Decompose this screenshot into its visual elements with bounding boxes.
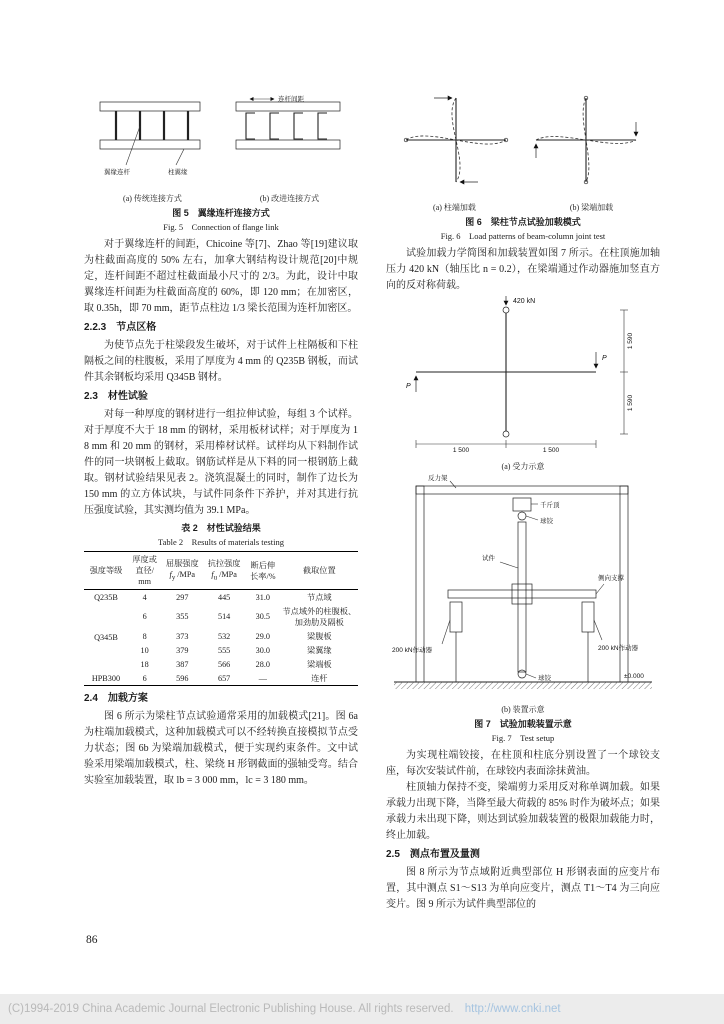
paragraph-2-3: 对每一种厚度的钢材进行一组拉伸试验，每组 3 个试样。对于厚度不大于 18 mm 的钢材，采用板材试样；对于厚度为 18 mm 和 20 mm 的钢材，采用棒材试样。试样均从下料制作试件的同一块钢板上截取。钢筋试样是从下料的同一根钢筋上截取。钢材试验结果见表 2。浇筑混凝土的同时，制作了边长为 150 mm 的立方体试块，与试件同条件下养护，并对其进行抗压强度试验，其实测均值为 39.1 MPa。 (84, 409, 358, 516)
table-cell: 532 (217, 631, 231, 641)
right-load-label: P (602, 355, 607, 362)
table-cell: 596 (176, 673, 189, 683)
table-cell: 梁端板 (307, 659, 332, 669)
col-header-elongation: 断后伸 长率/% (245, 552, 281, 590)
figure-5 (84, 90, 358, 233)
figure-7-sublabel-b: (b) 装置示意 (501, 705, 545, 714)
table-header-row (84, 552, 358, 590)
figure-6-caption-cn: 图 6 梁柱节点试验加载模式 (465, 217, 581, 227)
table-cell: 节点域外的柱腹板、加劲肋及隔板 (282, 606, 357, 627)
heading-2-3: 2.3 材性试验 (84, 391, 148, 402)
table-cell: 514 (217, 612, 231, 621)
table-row (84, 604, 358, 629)
figure-6 (386, 90, 660, 242)
table-cell: 10 (140, 645, 149, 655)
flange-link-label: 翼缘连杆 (104, 169, 130, 176)
link-spacing-label: 连杆间距 (278, 96, 304, 103)
jack-label: 千斤顶 (540, 502, 560, 509)
figure-7a-diagram (386, 294, 660, 454)
table-cell: 355 (176, 612, 189, 621)
col-header-yield-strength: 屈服强度 $f_y$ /MPa (161, 552, 203, 590)
table-2-title-en: Table 2 Results of materials testing (158, 537, 284, 547)
figure-7b-diagram (386, 472, 660, 697)
figure-6-caption-en: Fig. 6 Load patterns of beam-column joint test (440, 231, 606, 241)
figure-5-caption-en: Fig. 5 Connection of flange link (163, 222, 279, 232)
col-header-location: 截取位置 (281, 552, 358, 590)
paragraph-2-5: 图 8 所示为节点域附近典型部位 H 形钢表面的应变片布置，其中测点 S1～S13 为单向应变片，测点 T1～T4 为三向应变片。图 9 所示为试件典型部位的 (386, 867, 660, 910)
heading-2-2-3: 2.2.3 节点区格 (84, 322, 157, 333)
table-cell: 连杆 (311, 673, 328, 683)
col-header-tensile-strength: 抗拉强度 $f_u$ /MPa (203, 552, 245, 590)
table-cell: — (258, 673, 267, 683)
table-cell: 8 (142, 631, 147, 641)
table-cell: 30.5 (255, 612, 270, 621)
figure-5-sublabel-a: (a) 传统连接方式 (123, 194, 182, 203)
table-cell: 555 (217, 645, 231, 655)
table-cell: 31.0 (255, 592, 270, 602)
table-cell: 4 (142, 592, 147, 602)
bottom-ball-hinge-label: 球铰 (538, 675, 551, 682)
table-row (84, 590, 358, 605)
figure-7-caption-cn: 图 7 试验加载装置示意 (474, 719, 572, 729)
table-cell: 387 (176, 659, 189, 669)
table-cell: Q235B (94, 592, 118, 602)
figure-6-sublabel-b: (b) 梁端加载 (569, 203, 614, 212)
paragraph-test-loading: 试验加载力学简图和加载装置如图 7 所示。在柱顶施加轴压力 420 kN（轴压比 n = 0.2），在梁端通过作动器施加竖直方向的反对称荷载。 (386, 248, 660, 291)
paragraph-2-2-3: 为使节点先于柱梁段发生破坏，对于试件上柱隔板和下柱隔板之间的柱腹板，采用了厚度为 4 mm 的 Q235B 钢板，而试件其余钢板均采用 Q345B 钢材。 (84, 340, 358, 383)
right-actuator-label: 200 kN作动器 (598, 645, 639, 652)
table-cell: 18 (140, 659, 149, 669)
table-row (84, 671, 358, 686)
materials-table (84, 551, 358, 686)
left-actuator-label: 200 kN作动器 (392, 647, 433, 654)
table-cell: 28.0 (255, 659, 270, 669)
table-cell: 445 (217, 592, 231, 602)
table-cell: 373 (176, 631, 189, 641)
table-cell: 379 (176, 645, 189, 655)
fig7b-test-setup-sketch (392, 473, 652, 689)
dim-right-beam: 1 500 (542, 447, 560, 454)
col-header-thickness: 厚度或 直径/ mm (128, 552, 161, 590)
table-2-title-cn: 表 2 材性试验结果 (181, 523, 261, 533)
column-flange-label: 柱翼缘 (168, 169, 188, 176)
table-cell: 梁腹板 (307, 631, 332, 641)
copyright-text: (C)1994-2019 China Academic Journal Electronic Publishing House. All rights reserved. (8, 1003, 454, 1015)
dim-left-beam: 1 500 (452, 447, 470, 454)
left-column (84, 90, 358, 789)
fig6a-column-end-loading (404, 98, 508, 182)
fig5b-connection-diagram (236, 94, 340, 149)
top-ball-hinge-label: 球铰 (540, 518, 553, 525)
table-cell: 30.0 (255, 645, 270, 655)
table-cell: 梁翼缘 (307, 645, 332, 655)
figure-7-sublabel-a: (a) 受力示意 (501, 462, 545, 471)
paragraph-2-4: 图 6 所示为梁柱节点试验通常采用的加载模式[21]。图 6a 为柱端加载模式，这种加载模式可以不经转换直接模拟节点受力状态；图 6b 为梁端加载模式，便于实现约束条件。文中试验采用梁端加载模式，柱、梁绕 H 形钢截面的强轴受弯。结合实验室加载装置，取 lb = 3 000 mm，lc = 3 180 mm。 (84, 711, 358, 786)
page-number: 86 (86, 934, 98, 946)
heading-2-5: 2.5 测点布置及量测 (386, 849, 480, 860)
col-header-grade: 强度等级 (84, 552, 128, 590)
table-2-title (84, 522, 358, 548)
table-cell: Q345B (94, 633, 118, 642)
table-cell: 6 (142, 612, 147, 621)
reaction-frame-label: 反力架 (428, 475, 448, 482)
right-column (386, 90, 660, 913)
paragraph-loading-protocol: 柱顶轴力保持不变，梁端剪力采用反对称单调加载。如果承载力出现下降，当降至最大荷载的 85% 时作为破坏点；如果承载力未出现下降，则达到试验加载装置的极限加载能力时，终止加载。 (386, 782, 660, 841)
figure-7-caption-en: Fig. 7 Test setup (491, 733, 555, 743)
left-load-label: P (406, 383, 411, 390)
figure-5-sublabel-b: (b) 改进连接方式 (259, 194, 320, 203)
paragraph-flange-link-spacing: 对于翼缘连杆的间距，Chicoine 等[7]、Zhao 等[19]建议取为柱截面高度的 50% 左右，加拿大钢结构设计规范[20]中规定，连杆间距不超过柱截面最小尺寸的 2/3。为此，设计中取翼缘连杆间距为柱截面高度的 60%，即 120 mm；在加密区，取 0.35h，即 70 mm，距节点柱边 1/3 梁长范围为连杆加密区。 (84, 239, 358, 314)
figure-5-caption-cn: 图 5 翼缘连杆连接方式 (172, 208, 270, 218)
copyright-footer (0, 994, 724, 1024)
table-cell: 29.0 (255, 631, 270, 641)
table-cell: 297 (176, 592, 189, 602)
table-cell: 节点域 (307, 592, 332, 602)
paragraph-ball-hinge: 为实现柱端铰接，在柱顶和柱底分别设置了一个球铰支座，每次安装试件前，在球铰内表面涂抹黄油。 (386, 750, 660, 777)
figure-6-diagram (386, 90, 660, 195)
lateral-support-label: 侧向支撑 (598, 575, 624, 582)
dim-upper-column: 1 590 (627, 332, 634, 350)
ground-level-label: ±0.000 (624, 673, 644, 680)
axial-load-label: 420 kN (513, 298, 536, 305)
heading-2-4: 2.4 加载方案 (84, 693, 148, 704)
specimen-label: 试件 (482, 555, 495, 562)
fig7a-mechanics-sketch (406, 296, 634, 454)
dim-lower-column: 1 590 (627, 394, 634, 412)
table-cell: 6 (142, 673, 147, 683)
figure-7 (386, 294, 660, 744)
cnki-link[interactable]: http://www.cnki.net (464, 1003, 561, 1015)
fig6b-beam-end-loading (536, 96, 636, 184)
fig5a-connection-diagram (100, 102, 200, 176)
table-cell: 657 (217, 673, 231, 683)
figure-6-sublabel-a: (a) 柱端加载 (433, 203, 476, 212)
figure-5-diagram (84, 90, 358, 186)
table-cell: HPB300 (91, 673, 121, 683)
table-cell: 566 (217, 659, 231, 669)
